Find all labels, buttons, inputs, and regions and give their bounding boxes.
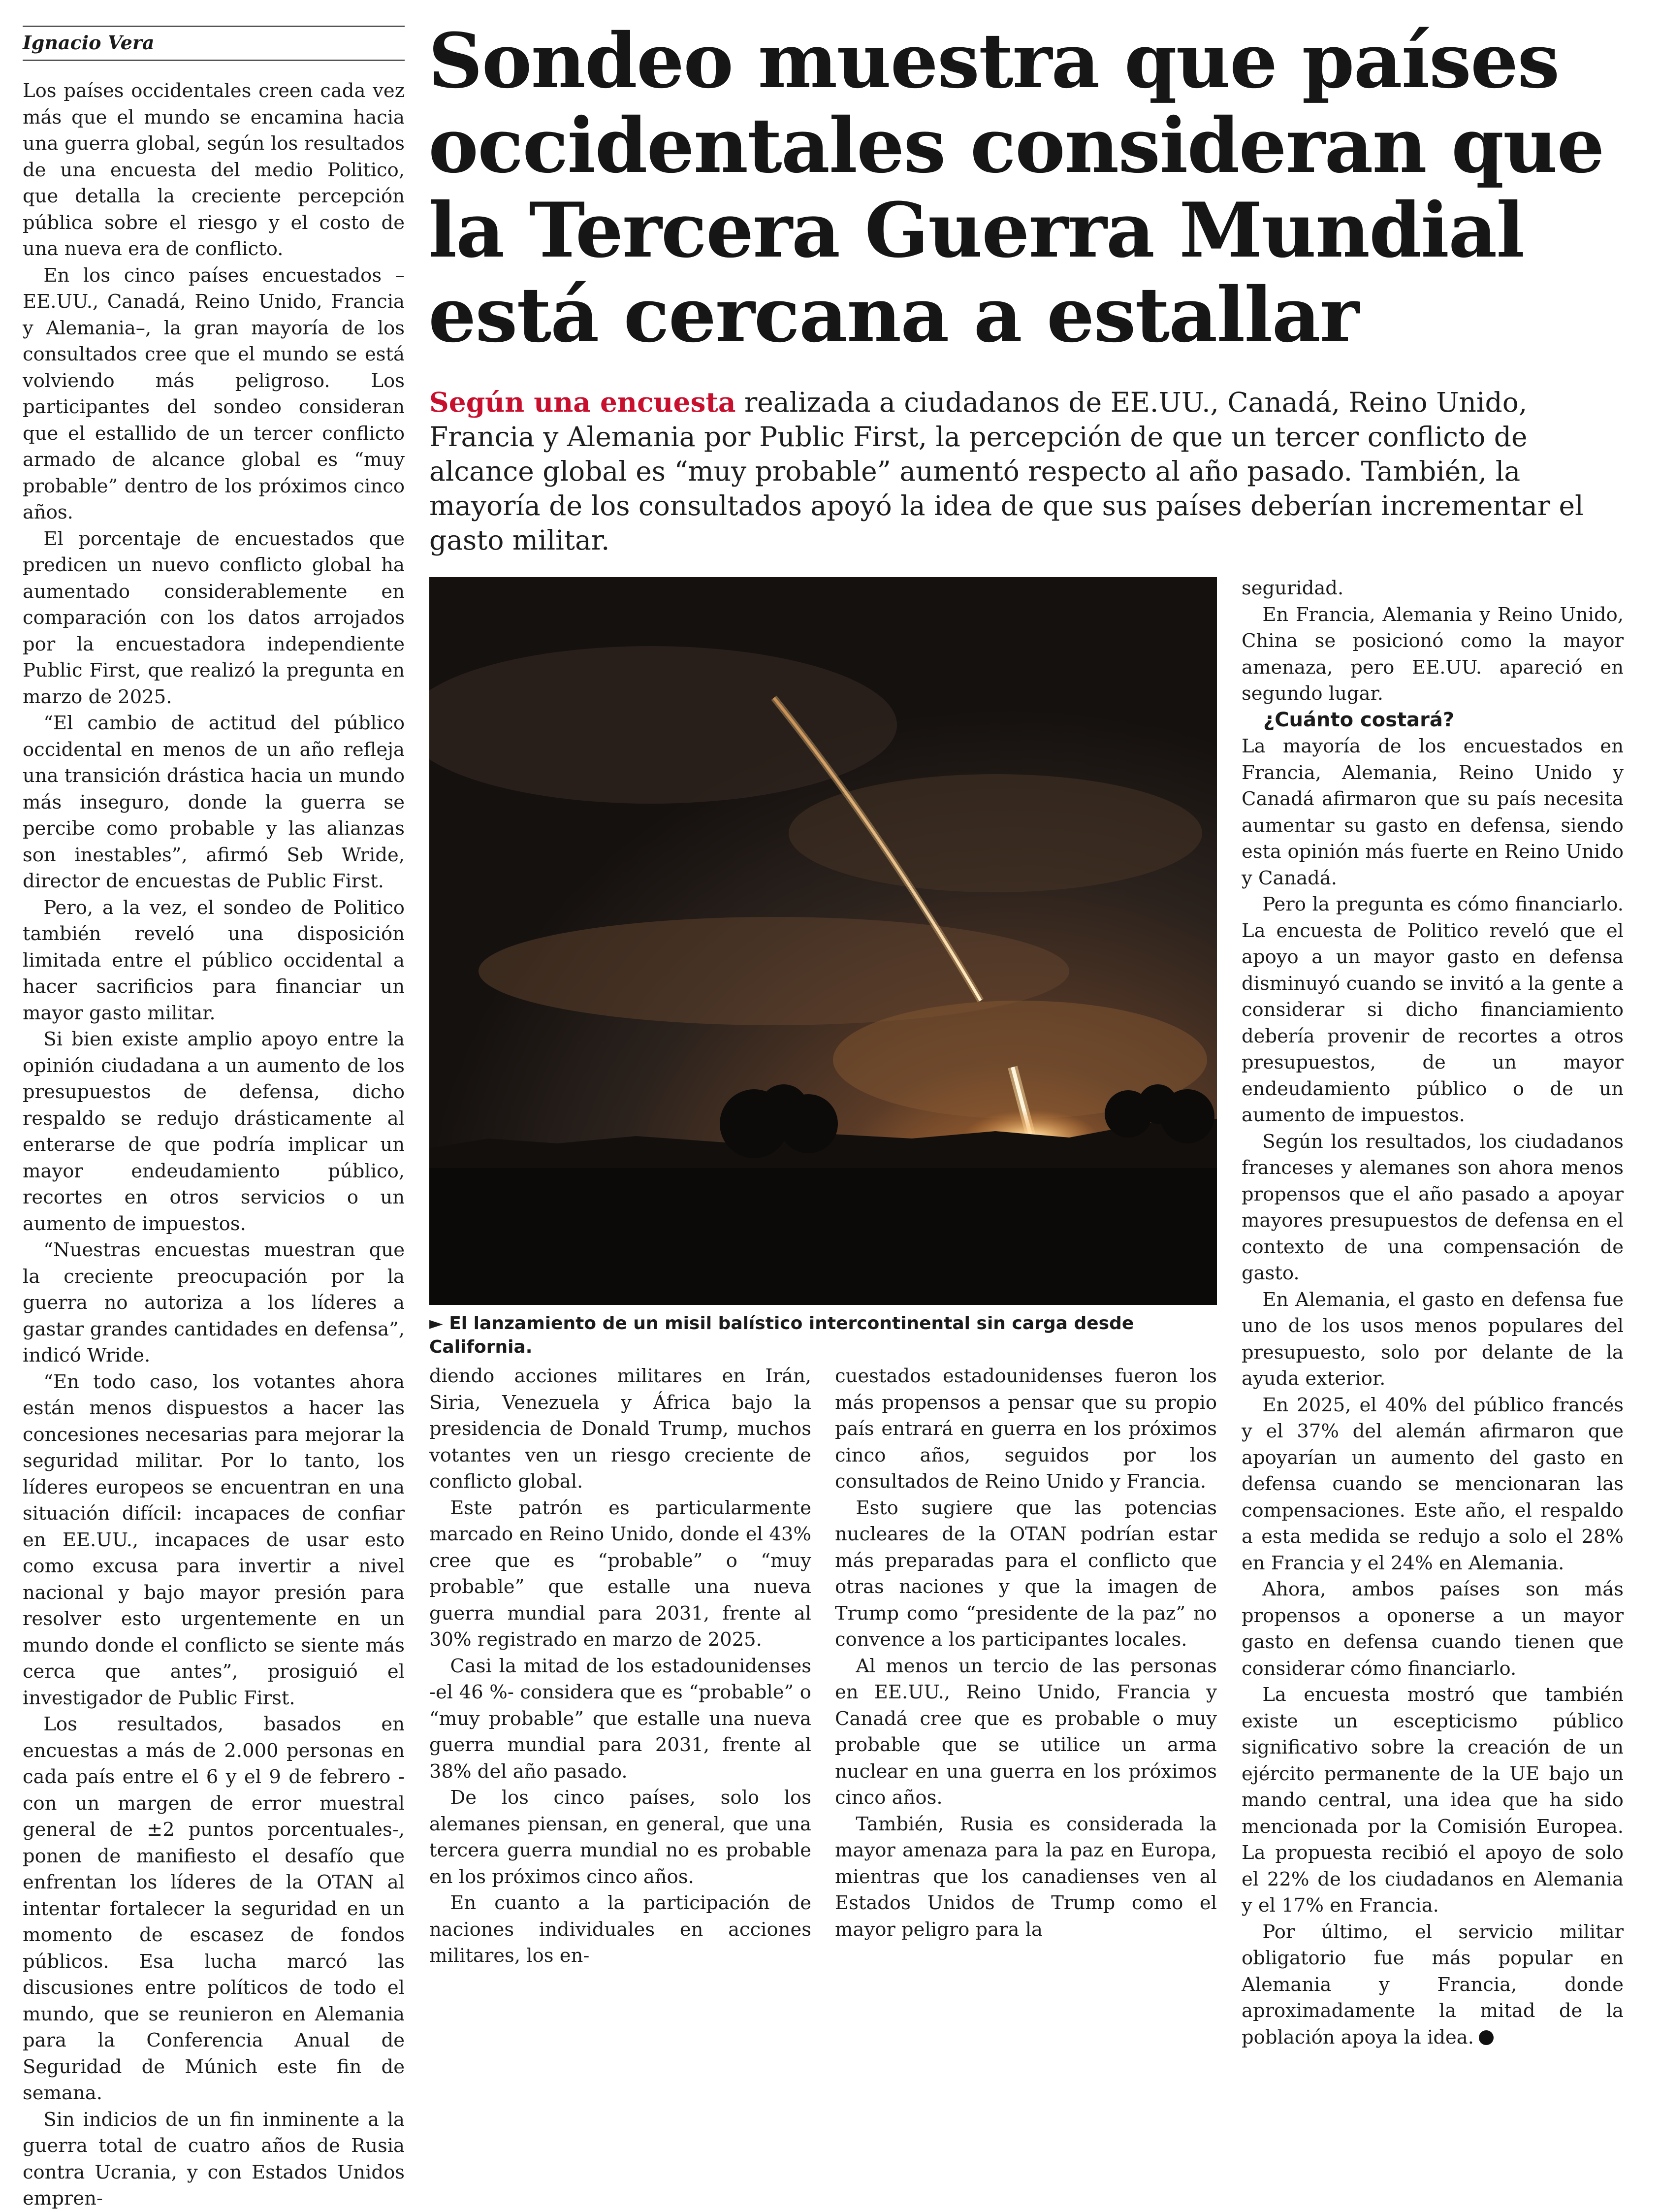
paragraph: Si bien existe amplio apoyo entre la opinión ciudadana a un aumento de los presupuestos de defensa, dicho respaldo se redujo drásticamente al enterarse de que podría implicar un mayor endeudamiento público, recortes en otros servicios o un aumento de impuestos. [23, 1028, 405, 1235]
column-3 [835, 1363, 1217, 1943]
paragraph: En Alemania, el gasto en defensa fue uno de los usos menos populares del presupuesto, solo por delante de la ayuda exterior. [1242, 1288, 1624, 1390]
paragraph: Según los resultados, los ciudadanos franceses y alemanes son ahora menos propensos que el año pasado a apoyar mayores presupuestos de defensa en el contexto de una compensación de gasto. [1242, 1130, 1624, 1284]
paragraph: Al menos un tercio de las personas en EE.UU., Reino Unido, Francia y Canadá cree que es probable o muy probable que se utilice un arma nuclear en una guerra en los próximos cinco años. [835, 1655, 1217, 1809]
paragraph-text: Por último, el servicio militar obligatorio fue más popular en Alemania y Francia, donde aproximadamente la mitad de la población apoya la idea. [1242, 1920, 1624, 2049]
paragraph: Pero la pregunta es cómo financiarlo. La encuesta de Politico reveló que el apoyo a un mayor gasto en defensa disminuyó cuando se invitó a la gente a considerar si dicho financiamiento debería provenir de recortes a otros presupuestos, de un mayor endeudamiento público o de un aumento de impuestos. [1242, 893, 1624, 1126]
byline: Ignacio Vera [23, 26, 405, 61]
section-subhead: ¿Cuánto costará? [1263, 708, 1455, 731]
paragraph: Sin indicios de un fin inminente a la guerra total de cuatro años de Rusia contra Ucrania, y con Estados Unidos empren- [23, 2108, 405, 2210]
lead-text: realizada a ciudadanos de EE.UU., Canadá, Reino Unido, Francia y Alemania por Public First, la percepción de que un tercer conflicto de alcance global es “muy probable” aumentó respecto al año pasado. También, la mayoría de los consultados apoyó la idea de que sus países deberían incrementar el gasto militar. [429, 387, 1584, 556]
paragraph: seguridad. [1242, 577, 1344, 599]
paragraph: “El cambio de actitud del público occidental en menos de un año refleja una transición drástica hacia un mundo más inseguro, donde la guerra se percibe como probable y las alianzas son inestables”, afirmó Seb Wride, director de encuestas de Public First. [23, 712, 405, 892]
column-1 [23, 78, 405, 2212]
lead-paragraph [429, 385, 1630, 557]
lead-kicker: Según una encuesta [429, 386, 736, 418]
headline: Sondeo muestra que países occidentales consideran que la Tercera Guerra Mundial está cercana a estallar [428, 17, 1604, 359]
end-of-article-icon [1479, 2030, 1494, 2045]
paragraph: Los países occidentales creen cada vez más que el mundo se encamina hacia una guerra global, según los resultados de una encuesta del medio Politico, que detalla la creciente percepción pública sobre el riesgo y el costo de una nueva era de conflicto. [23, 80, 405, 260]
missile-launch-photo [429, 577, 1217, 1305]
paragraph-last [1242, 1919, 1624, 2051]
missile-launch-image [429, 577, 1217, 1305]
column-2 [429, 1363, 811, 1969]
paragraph: En los cinco países encuestados –EE.UU., Canadá, Reino Unido, Francia y Alemania–, la gran mayoría de los consultados cree que el mundo se está volviendo más peligroso. Los participantes del sondeo consideran que el estallido de un tercer conflicto armado de alcance global es “muy probable” dentro de los próximos cinco años. [23, 264, 405, 523]
paragraph: El porcentaje de encuestados que predicen un nuevo conflicto global ha aumentado considerablemente en comparación con los datos arrojados por la encuestadora independiente Public First, que realizó la pregunta en marzo de 2025. [23, 527, 405, 708]
paragraph: En cuanto a la participación de naciones individuales en acciones militares, los en- [429, 1892, 811, 1967]
paragraph: La mayoría de los encuestados en Francia, Alemania, Reino Unido y Canadá afirmaron que su país necesita aumentar su gasto en defensa, siendo esta opinión más fuerte en Reino Unido y Canadá. [1242, 735, 1624, 889]
paragraph: De los cinco países, solo los alemanes piensan, en general, que una tercera guerra mundial no es probable en los próximos cinco años. [429, 1787, 811, 1888]
column-4 [1242, 575, 1624, 2050]
paragraph: La encuesta mostró que también existe un escepticismo público significativo sobre la creación de un ejército permanente de la UE bajo un mando central, una idea que ha sido mencionada por la Comisión Europea. La propuesta recibió el apoyo de solo el 22% de los ciudadanos en Alemania y el 17% en Francia. [1242, 1684, 1624, 1917]
paragraph: Pero, a la vez, el sondeo de Politico también reveló una disposición limitada entre el público occidental a hacer sacrificios para financiar un mayor gasto militar. [23, 896, 405, 1024]
paragraph: Los resultados, basados en encuestas a más de 2.000 personas en cada país entre el 6 y el 9 de febrero -con un margen de error muestral general de ±2 puntos porcentuales-, ponen de manifiesto el desafío que enfrentan los líderes de la OTAN al intentar fortalecer la seguridad en un momento de escasez de fondos públicos. Esa lucha marcó las discusiones entre políticos de todo el mundo, que se reunieron en Alemania para la Conferencia Anual de Seguridad de Múnich este fin de semana. [23, 1713, 405, 2104]
paragraph: Este patrón es particularmente marcado en Reino Unido, donde el 43% cree que es “probable” o “muy probable” que estalle una nueva guerra mundial para 2031, frente al 30% registrado en marzo de 2025. [429, 1496, 811, 1651]
paragraph: “Nuestras encuestas muestran que la creciente preocupación por la guerra no autoriza a los líderes a gastar grandes cantidades en defensa”, indicó Wride. [23, 1239, 405, 1366]
paragraph: cuestados estadounidenses fueron los más propensos a pensar que su propio país entrará en guerra en los próximos cinco años, seguidos por los consultados de Reino Unido y Francia. [835, 1365, 1217, 1493]
paragraph: En 2025, el 40% del público francés y el 37% del alemán afirmaron que apoyarían un aumento del gasto en defensa cuando se mencionaran las compensaciones. Este año, el respaldo a esta medida se redujo a solo el 28% en Francia y el 24% en Alemania. [1242, 1394, 1624, 1574]
paragraph: Casi la mitad de los estadounidenses -el 46 %- considera que es “probable” o “muy probable” que estalle una nueva guerra mundial para 2031, frente al 38% del año pasado. [429, 1655, 811, 1783]
paragraph: También, Rusia es considerada la mayor amenaza para la paz en Europa, mientras que los canadienses ven al Estados Unidos de Trump como el mayor peligro para la [835, 1813, 1217, 1941]
paragraph: En Francia, Alemania y Reino Unido, China se posicionó como la mayor amenaza, pero EE.UU. apareció en segundo lugar. [1242, 603, 1624, 705]
paragraph: Esto sugiere que las potencias nucleares de la OTAN podrían estar más preparadas para el conflicto que otras naciones y que la imagen de Trump como “presidente de la paz” no convence a los participantes locales. [835, 1496, 1217, 1651]
paragraph: diendo acciones militares en Irán, Siria, Venezuela y África bajo la presidencia de Donald Trump, muchos votantes ven un riesgo creciente de conflicto global. [429, 1365, 811, 1493]
paragraph: “En todo caso, los votantes ahora están menos dispuestos a hacer las concesiones necesarias para mejorar la seguridad militar. Por lo tanto, los líderes europeos se encuentran en una situación difícil: incapaces de confiar en EE.UU., incapaces de usar esto como excusa para invertir a nivel nacional y bajo mayor presión para resolver esto urgentemente en un mundo donde el conflicto se siente más cerca que antes”, prosiguió el investigador de Public First. [23, 1370, 405, 1709]
paragraph: Ahora, ambos países son más propensos a oponerse a un mayor gasto en defensa cuando tienen que considerar cómo financiarlo. [1242, 1578, 1624, 1680]
photo-caption: ► El lanzamiento de un misil balístico intercontinental sin carga desde California. [429, 1313, 1134, 1357]
